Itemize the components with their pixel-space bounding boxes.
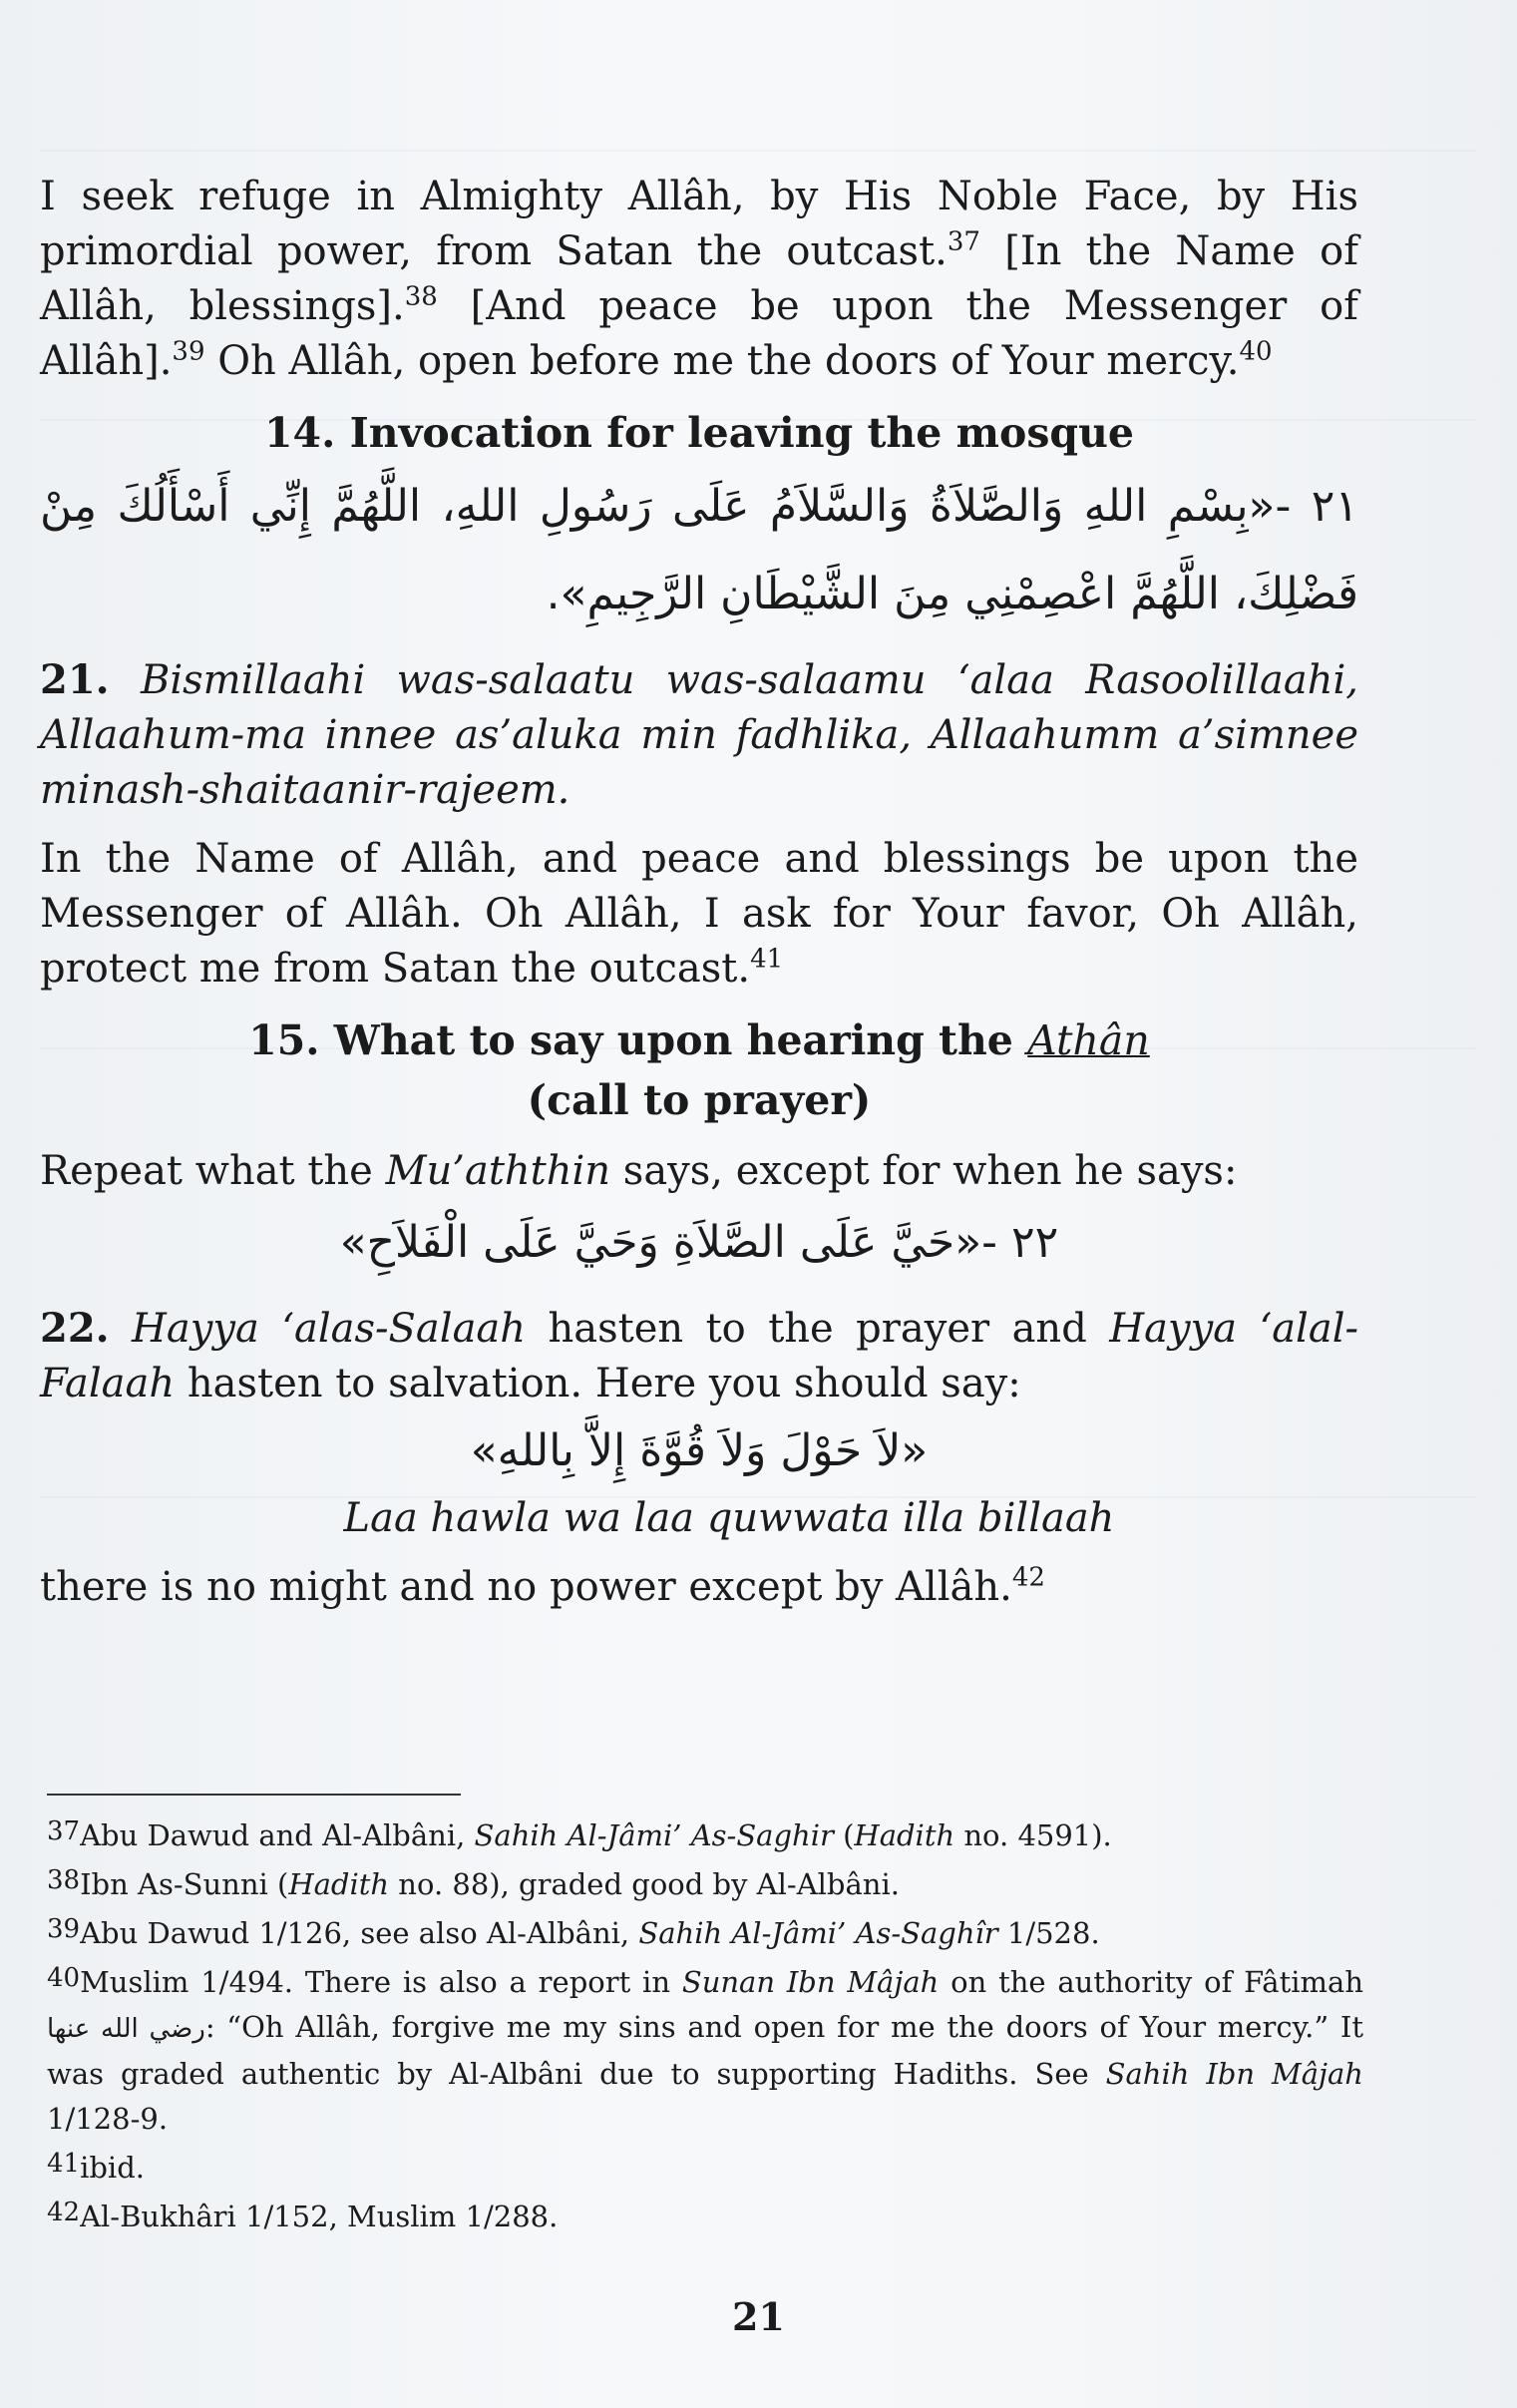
bleed-through-line xyxy=(40,150,1477,152)
term: Hadith xyxy=(288,1867,390,1901)
footnote-ref[interactable]: 42 xyxy=(1011,1562,1045,1593)
arabic-supplication: ٢١ -«بِسْمِ اللهِ وَالصَّلاَةُ وَالسَّلاَمُ عَلَى رَسُولِ اللهِ، اللَّهُمَّ إِنِّي أَسْأَلُكَ مِنْ فَضْلِكَ، اللَّهُمَّ اعْصِمْنِي مِنَ الشَّيْطَانِ الرَّجِيمِ». xyxy=(40,481,1358,619)
footnote-ref[interactable]: 37 xyxy=(947,226,980,257)
source-title: Sahih Ibn Mâjah xyxy=(1105,2057,1363,2091)
text-span: no. 4591). xyxy=(954,1818,1112,1852)
footnote-divider xyxy=(47,1794,461,1796)
text-span: I seek refuge in Almighty Allâh, by His Noble Face, by His primordial power, from Satan the outcast. xyxy=(40,174,1358,274)
text-span: [And peace be upon the Messenger of Allâh]. xyxy=(40,283,1358,384)
transliteration: Laa hawla wa laa quwwata illa billaah xyxy=(343,1495,1115,1541)
main-text xyxy=(40,170,1358,1615)
text-span: 1/528. xyxy=(997,1916,1100,1950)
text-span: Oh Allâh, open before me the doors of Your mercy. xyxy=(204,338,1240,384)
footnote-39 xyxy=(47,1911,1363,1956)
footnote-ref[interactable]: 41 xyxy=(750,944,784,975)
footnote-number: 37 xyxy=(47,1816,81,1846)
heading-text: 15. What to say upon hearing the xyxy=(248,1016,1028,1064)
term: Mu’aththin xyxy=(385,1148,611,1194)
text-span: Abu Dawud 1/126, see also Al-Albâni, xyxy=(80,1916,639,1950)
footnote-ref[interactable]: 40 xyxy=(1239,336,1273,367)
footnote-ref[interactable]: 38 xyxy=(404,281,438,312)
footnote-37 xyxy=(47,1813,1363,1858)
transliteration xyxy=(40,652,1358,818)
item-number: 21. xyxy=(40,656,110,703)
footnote-number: 40 xyxy=(47,1963,81,1993)
translation xyxy=(40,832,1358,997)
footnote-number: 41 xyxy=(47,2149,81,2179)
text-span: 1/128-9. xyxy=(47,2102,169,2136)
footnote-42 xyxy=(47,2195,1363,2239)
source-title: Sahih Al-Jâmi’ As-Saghîr xyxy=(638,1916,998,1950)
footnote-ref[interactable]: 39 xyxy=(172,336,205,367)
term: Hayya ‘alal-Falaah xyxy=(40,1306,1359,1406)
footnote-number: 39 xyxy=(47,1914,81,1944)
source-title: Sunan Ibn Mâjah xyxy=(681,1965,940,1999)
footnote-number: 42 xyxy=(47,2198,81,2227)
text-span: Repeat what the xyxy=(40,1148,386,1194)
text-span: says, except for when he says: xyxy=(610,1148,1238,1194)
item-number: 22. xyxy=(40,1305,110,1352)
footnote-41 xyxy=(47,2146,1363,2191)
text-span: ibid. xyxy=(80,2151,145,2185)
page-number: 21 xyxy=(732,2294,785,2339)
text-span: Abu Dawud and Al-Albâni, xyxy=(80,1818,475,1852)
translation-text: there is no might and no power except by Allâh. xyxy=(40,1564,1012,1610)
heading-term: Athân xyxy=(1027,1016,1150,1064)
text-span: Ibn As-Sunni ( xyxy=(80,1867,289,1901)
intro-text xyxy=(40,1144,1358,1199)
text-span: Al-Bukhâri 1/152, Muslim 1/288. xyxy=(80,2200,559,2233)
footnote-40 xyxy=(47,1960,1363,2142)
text-span: : “Oh Allâh, forgive me my sins and open for me the doors of Your mercy.” It was graded authentic by Al-Albâni due to supporting Hadiths. See xyxy=(47,2010,1363,2091)
text-span: hasten to the prayer and xyxy=(526,1306,1110,1352)
explanation xyxy=(40,1301,1358,1411)
section-heading xyxy=(40,1010,1358,1070)
text-span: Muslim 1/494. There is also a report in xyxy=(80,1965,682,1999)
opening-paragraph xyxy=(40,170,1358,389)
transliteration-text: Bismillaahi was-salaatu was-salaamu ‘alaa Rasoolillaahi, Allaahum-ma innee as’aluka min fadhlika, Allaahumm a’simnee minash-shaitaanir-rajeem. xyxy=(40,657,1358,813)
text-span: no. 88), graded good by Al-Albâni. xyxy=(389,1867,900,1901)
text-span: ( xyxy=(833,1818,855,1852)
arabic-phrase: ٢٢ -«حَيَّ عَلَى الصَّلاَةِ وَحَيَّ عَلَى الْفَلاَحِ» xyxy=(339,1217,1059,1268)
section-heading-line2: (call to prayer) xyxy=(527,1076,872,1124)
arabic-phrase: «لاَ حَوْلَ وَلاَ قُوَّةَ إِلاَّ بِاللهِ» xyxy=(470,1425,929,1476)
text-span: [In the Name of Allâh, blessings]. xyxy=(40,228,1358,329)
translation-text: In the Name of Allâh, and peace and blessings be upon the Messenger of Allâh. Oh Allâh, I ask for Your favor, Oh Allâh, protect me from Satan the outcast. xyxy=(40,836,1358,992)
footnotes xyxy=(47,1813,1363,2243)
footnote-number: 38 xyxy=(47,1865,81,1895)
translation xyxy=(40,1560,1358,1615)
arabic-honorific: رضي الله عنها xyxy=(47,2014,205,2044)
term: Hayya ‘alas-Salaah xyxy=(109,1306,527,1352)
text-span: hasten to salvation. Here you should say: xyxy=(175,1361,1021,1406)
footnote-38 xyxy=(47,1862,1363,1907)
section-heading: 14. Invocation for leaving the mosque xyxy=(264,409,1134,457)
term: Hadith xyxy=(854,1818,955,1852)
source-title: Sahih Al-Jâmi’ As-Saghir xyxy=(474,1818,834,1852)
text-span: on the authority of Fâtimah xyxy=(939,1965,1363,1999)
